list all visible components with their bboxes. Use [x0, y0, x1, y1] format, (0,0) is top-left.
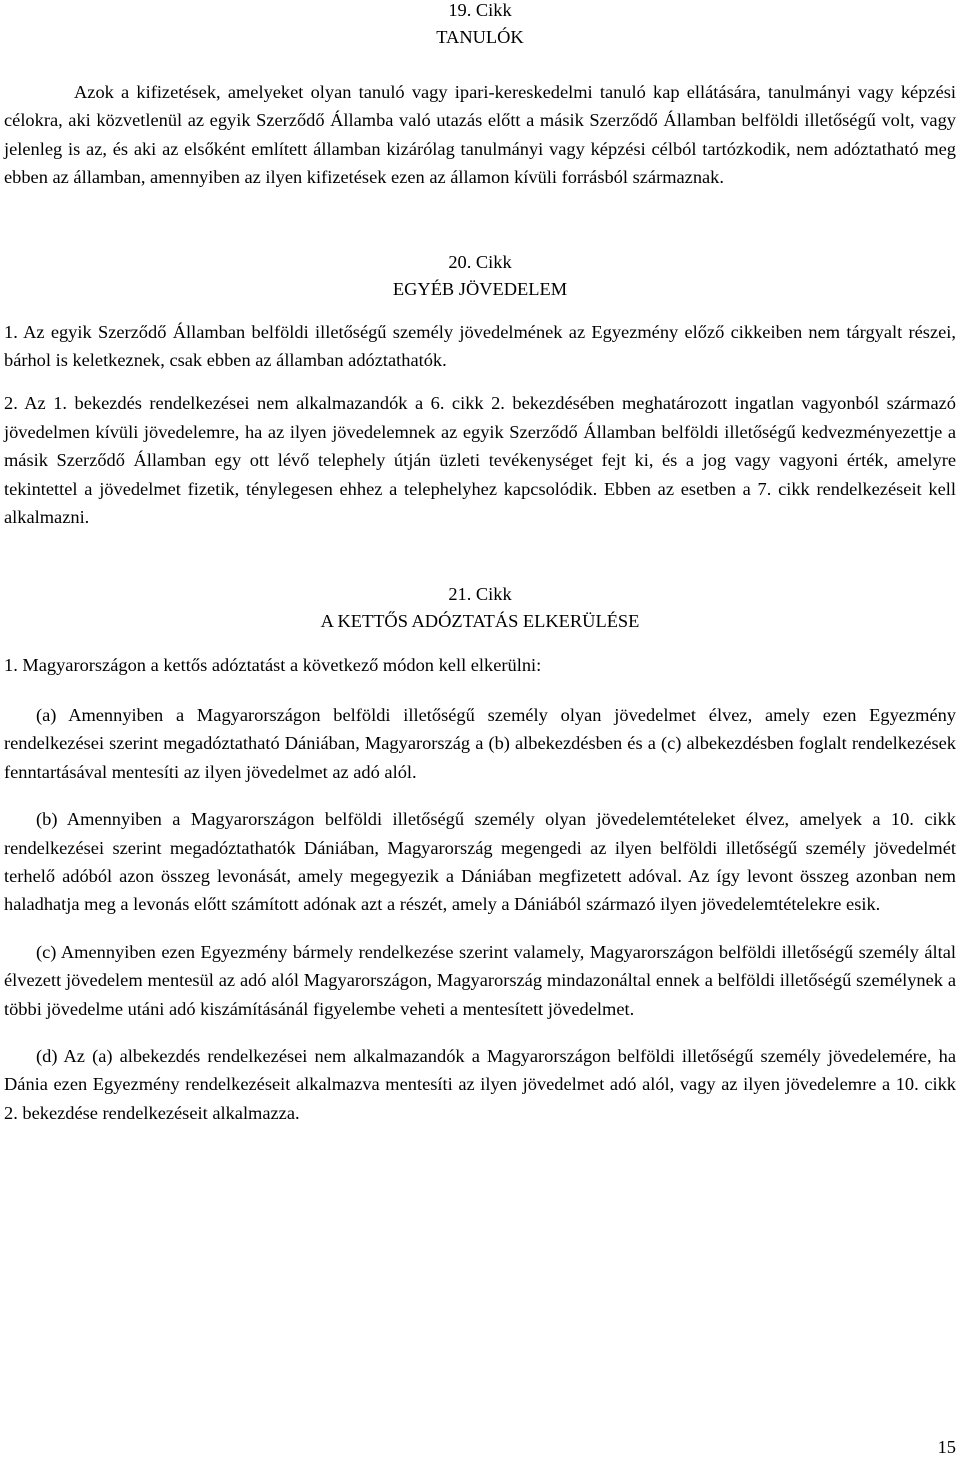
- article-21-item-a: (a) Amennyiben a Magyarországon belföldi illetőségű személy olyan jövedelmet élvez, amely ezen Egyezmény rendelkezései szerint megadóztatható Dániában, Magyarország a (b) albekezdésben és a (c) albekezdésben foglalt rendelkezések fenntartásával mentesíti az ilyen jövedelmet az adó alól.: [4, 704, 956, 782]
- article-20-paragraph-2: 2. Az 1. bekezdés rendelkezései nem alkalmazandók a 6. cikk 2. bekezdésében meghatározott ingatlan vagyonból származó jövedelmen kívüli jövedelemre, ha az ilyen jövedelemnek az egyik Szerződő Államban belföldi illetőségű kedvezményezettje a másik Szerződő Államban egy ott lévő telephely útján üzleti tevékenységet fejt ki, és a jog vagy vagyoni érték, amelyre tekintettel a jövedelmet fizetik, ténylegesen ehhez a telephelyhez kapcsolódik. Ebben az esetben a 7. cikk rendelkezéseit kell alkalmazni.: [4, 393, 956, 528]
- article-20-paragraph-1: 1. Az egyik Szerződő Államban belföldi illetőségű személy jövedelmének az Egyezmény előző cikkeiben nem tárgyalt részei, bárhol is keletkeznek, csak ebben az államban adóztathatók.: [4, 321, 956, 371]
- page-number: 15: [937, 1437, 956, 1457]
- article-21-title: A KETTŐS ADÓZTATÁS ELKERÜLÉSE: [320, 611, 640, 632]
- article-21-intro: 1. Magyarországon a kettős adóztatást a következő módon kell elkerülni:: [4, 655, 542, 676]
- article-19-paragraph: Azok a kifizetések, amelyeket olyan tanuló vagy ipari-kereskedelmi tanuló kap ellátására, tanulmányi vagy képzési célokra, aki közvetlenül az egyik Szerződő Államba való utazás előtt a másik Szerződő Államban belföldi illetőségű volt, vagy jelenleg is az, és aki az elsőként említett államban kizárólag tanulmányi vagy képzési célból tartózkodik, nem adóztatható meg ebben az államban, amennyiben az ilyen kifizetések ezen az államon kívüli forrásból származnak.: [4, 82, 956, 188]
- article-20-number: 20. Cikk: [448, 251, 512, 272]
- article-20-title: EGYÉB JÖVEDELEM: [392, 278, 568, 299]
- article-19-number: 19. Cikk: [448, 0, 512, 20]
- article-21-item-c: (c) Amennyiben ezen Egyezmény bármely rendelkezése szerint valamely, Magyarországon belföldi illetőségű személy által élvezett jövedelem mentesül az adó alól Magyarországon, Magyarország mindazonáltal ennek a belföldi illetőségű személynek a többi jövedelme utáni adó kiszámításánál figyelembe veheti a mentesített jövedelmet.: [4, 941, 956, 1019]
- article-21-number: 21. Cikk: [448, 584, 512, 605]
- article-21-item-b: (b) Amennyiben a Magyarországon belföldi illetőségű személy olyan jövedelemtételeket élvez, amelyek a 10. cikk rendelkezései szerint megadóztathatók Dániában, Magyarország megengedi az ilyen belföldi illetőségű személy jövedelmét terhelő adóból azon összeg levonását, amely megegyezik a Dániában megfizetett adóval. Az így levont összeg azonban nem haladhatja meg a levonás előtt számított adónak azt a részét, amely a Dániából származó ilyen jövedelemtételekre esik.: [4, 809, 956, 915]
- article-19-title: TANULÓK: [436, 27, 524, 47]
- article-21-item-d: (d) Az (a) albekezdés rendelkezései nem alkalmazandók a Magyarországon belföldi illetőségű személy jövedelemére, ha Dánia ezen Egyezmény rendelkezéseit alkalmazva mentesíti az ilyen jövedelmet adó alól, vagy az ilyen jövedelemre a 10. cikk 2. bekezdése rendelkezéseit alkalmazza.: [4, 1045, 956, 1123]
- document-page: [4, 0, 956, 1127]
